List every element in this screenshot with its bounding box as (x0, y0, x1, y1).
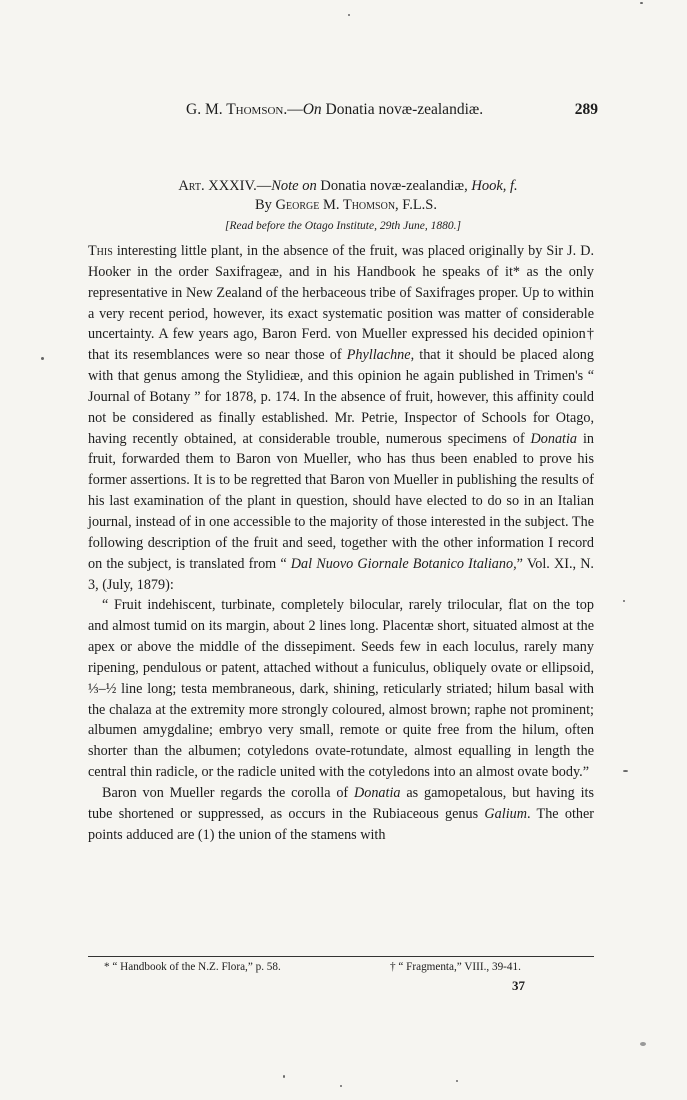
print-speck (640, 2, 643, 4)
print-speck (456, 1080, 458, 1082)
running-head (88, 101, 598, 121)
article-byline: By George M. Thomson, F.L.S. (254, 197, 437, 213)
read-before-note: [Read before the Otago Institute, 29th June, 1880.] (225, 220, 461, 232)
article-body (88, 241, 594, 845)
signature-mark: 37 (512, 978, 525, 993)
article-author: George M. Thomson (275, 197, 396, 213)
paragraph-2-quotation: “ Fruit indehiscent, turbinate, completely bilocular, rarely trilocular, flat on the top and almost tumid on its margin, about 2 lines long. Placentæ short, situated almost at the apex or above the middle of the dissepiment. Seeds few in each loculus, rarely many ripening, pendulous or patent, attached without a funiculus, obliquely ovate or ellipsoid, ⅓–½ line long; testa membraneous, dark, shining, reticularly striated; hilum basal with the chalaza at the extremity more strongly coloured, almost brown; raphe not prominent; albumen amygdaline; embryo very small, remote or quite free from the hilum, often shorter than the albumen; cotyledons ovate-rotundate, almost equalling in length the central thin radicle, or the radicle united with the cotyledons into an almost ovate body.” (88, 597, 594, 781)
running-head-author: G. M. Thomson. (186, 101, 288, 118)
footnotes (104, 961, 584, 977)
print-speck (41, 357, 44, 360)
article-authority: Hook, f. (471, 178, 518, 194)
print-speck (623, 770, 628, 772)
footnote-2: † “ Fragmenta,” VIII., 39-41. (390, 961, 521, 973)
article-heading (88, 177, 598, 215)
article-number: Art. XXXIV. (178, 178, 257, 194)
fraction: ⅓–½ (88, 680, 117, 697)
article-title-line: Art. XXXIV.—Note on Donatia novæ-zealandiæ, Hook, f. (178, 178, 518, 194)
paragraph-3: Baron von Mueller regards the corolla of Donatia as gamopetalous, but having its tube shortened or suppressed, as occurs in the Rubiaceous genus Galium. The other points adduced are (1) the union of the stamens with (88, 784, 595, 843)
running-head-title: G. M. Thomson.—On Donatia novæ-zealandiæ. (186, 101, 484, 118)
print-speck (348, 14, 350, 16)
paragraph-1: This interesting little plant, in the absence of the fruit, was placed originally by Sir J. D. Hooker in the order Saxifrageæ, and in his Handbook he speaks of it* as the only representative in New Zealand of the herbaceous tribe of Saxifrages proper. Up to within a very recent period, however, its exact systematic position was matter of considerable uncertainty. A few years ago, Baron Ferd. von Mueller expressed his decided opinion† that its resemblances were so near those of Phyllachne, that it should be placed along with that genus among the Stylidieæ, and this opinion he again published in Trimen's “ Journal of Botany ” for 1878, p. 174. In the absence of fruit, however, this affinity could not be considered as finally established. Mr. Petrie, Inspector of Schools for Otago, having recently obtained, at considerable trouble, numerous specimens of Donatia in fruit, forwarded them to Baron von Mueller, who has thus been enabled to prove his former assertions. It is to be regretted that Baron von Mueller in publishing the results of his last examination of the plant in question, should have elected to do so in an Italian journal, instead of in one accessible to the majority of those interested in the subject. The following description of the fruit and seed, together with the other information I record on the subject, is translated from “ Dal Nuovo Giornale Botanico Italiano,” Vol. XI., N. 3, (July, 1879): (88, 243, 594, 593)
print-speck (283, 1075, 285, 1078)
print-speck (640, 1042, 646, 1046)
page-number: 289 (574, 101, 598, 118)
footnote-rule (88, 956, 594, 957)
print-speck (623, 600, 625, 602)
footnote-1: * “ Handbook of the N.Z. Flora,” p. 58. (104, 961, 281, 973)
print-speck (340, 1085, 342, 1087)
